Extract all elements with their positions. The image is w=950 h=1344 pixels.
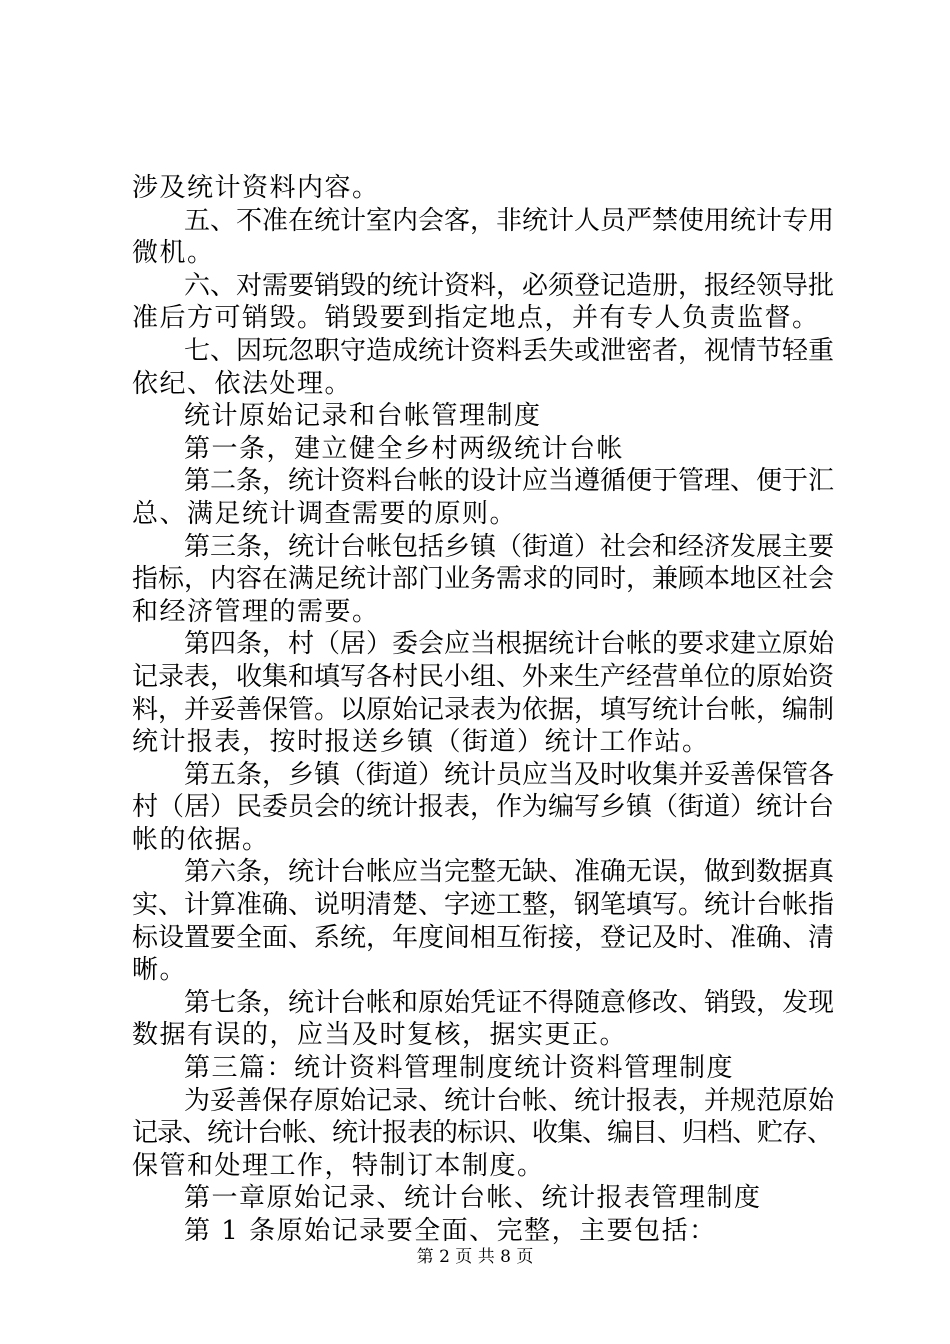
text-line: 为妥善保存原始记录、统计台帐、统计报表，并规范原始 [184,1085,835,1116]
text-line: 指标，内容在满足统计部门业务需求的同时，兼顾本地区社会 [132,564,835,595]
text-line: 第三条，统计台帐包括乡镇（街道）社会和经济发展主要 [184,531,835,562]
text-line: 总、满足统计调查需要的原则。 [132,498,518,529]
text-line: 第一章原始记录、统计台帐、统计报表管理制度 [184,1183,762,1214]
text-line: 第 1 条原始记录要全面、完整，主要包括： [184,1216,717,1246]
text-line: 统计原始记录和台帐管理制度 [184,401,542,432]
text-line: 村（居）民委员会的统计报表，作为编写乡镇（街道）统计台 [132,792,835,823]
document-body [132,172,837,1248]
text-line: 涉及统计资料内容。 [132,173,380,203]
text-line: 数据有误的，应当及时复核，据实更正。 [132,1020,628,1051]
text-line: 帐的依据。 [132,824,270,855]
text-line: 第六条，统计台帐应当完整无缺、准确无误，做到数据真 [184,857,835,888]
text-line: 第二条，统计资料台帐的设计应当遵循便于管理、便于汇 [184,466,835,497]
text-line: 微机。 [132,238,215,269]
text-line: 第五条，乡镇（街道）统计员应当及时收集并妥善保管各 [184,759,835,790]
text-line: 七、因玩忽职守造成统计资料丢失或泄密者，视情节轻重 [184,335,835,366]
text-line: 准后方可销毁。销毁要到指定地点，并有专人负责监督。 [132,303,820,334]
text-line: 统计报表，按时报送乡镇（街道）统计工作站。 [132,727,710,758]
text-line: 标设置要全面、系统，年度间相互衔接，登记及时、准确、清 [132,922,835,953]
text-line: 六、对需要销毁的统计资料，必须登记造册，报经领导批 [184,270,835,301]
text-line: 第三篇：统计资料管理制度统计资料管理制度 [184,1053,735,1084]
text-line: 料，并妥善保管。以原始记录表为依据，填写统计台帐，编制 [132,694,835,725]
page-footer: 第 2 页 共 8 页 [416,1247,534,1267]
text-line: 实、计算准确、说明清楚、字迹工整，钢笔填写。统计台帐指 [132,890,835,921]
text-line: 五、不准在统计室内会客，非统计人员严禁使用统计专用 [184,205,835,236]
text-line: 记录、统计台帐、统计报表的标识、收集、编目、归档、贮存、 [132,1118,833,1149]
text-line: 第一条，建立健全乡村两级统计台帐 [184,433,625,464]
text-line: 晰。 [132,955,188,986]
text-line: 记录表，收集和填写各村民小组、外来生产经营单位的原始资 [132,661,835,692]
text-line: 依纪、依法处理。 [132,368,353,399]
text-line: 第七条，统计台帐和原始凭证不得随意修改、销毁，发现 [184,987,835,1018]
text-line: 第四条，村（居）委会应当根据统计台帐的要求建立原始 [184,629,835,660]
text-line: 和经济管理的需要。 [132,596,380,627]
text-line: 保管和处理工作，特制订本制度。 [132,1150,545,1181]
